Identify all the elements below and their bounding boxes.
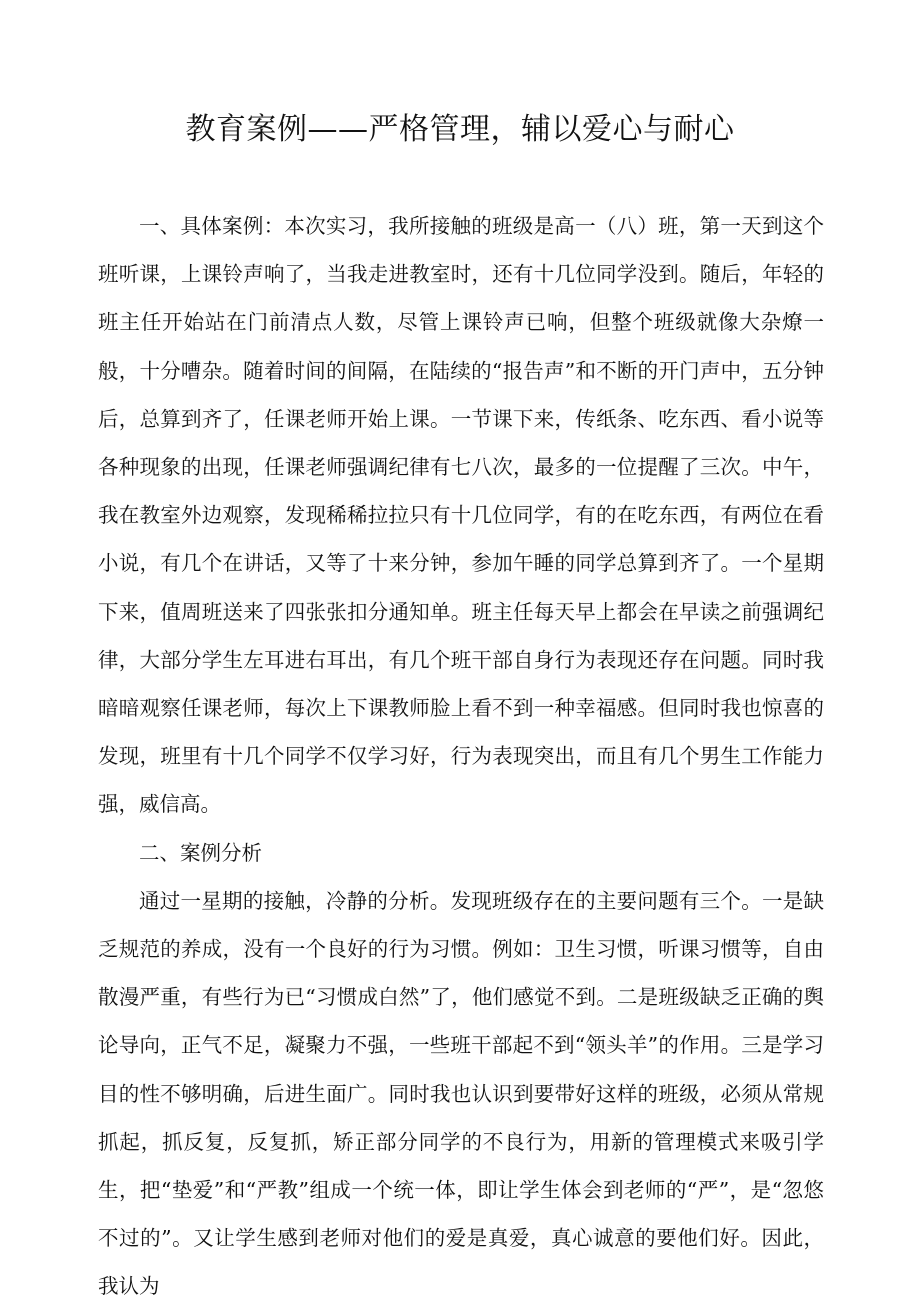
paragraph-case-analysis: 通过一星期的接触，冷静的分析。发现班级存在的主要问题有三个。一是缺乏规范的养成，没有一个良好的行为习惯。例如：卫生习惯，听课习惯等，自由散漫严重，有些行为已“习惯成白然”了，他们感觉不到。二是班级缺乏正确的舆论导向，正气不足，凝聚力不强，一些班干部起不到“领头羊”的作用。三是学习目的性不够明确，后进生面广。同时我也认识到要带好这样的班级，必须从常规抓起，抓反复，反复抓，矫正部分同学的不良行为，用新的管理模式来吸引学生，把“垫爱”和“严教”组成一个统一体，即让学生体会到老师的“严”，是“忽悠不过的”。又让学生感到老师对他们的爱是真爱，真心诚意的要他们好。因此，我认为	[98, 888, 824, 1299]
paragraph-case-description: 一、具体案例：本次实习，我所接触的班级是高一（八）班，第一天到这个班听课，上课铃声响了，当我走进教室时，还有十几位同学没到。随后，年轻的班主任开始站在门前清点人数，尽管上课铃声已响，但整个班级就像大杂燎一般，十分嘈杂。随着时间的间隔，在陆续的“报告声”和不断的开门声中，五分钟后，总算到齐了，任课老师开始上课。一节课下来，传纸条、吃东西、看小说等各种现象的出现，任课老师强调纪律有七八次，最多的一位提醒了三次。中午，我在教室外边观察，发现稀稀拉拉只有十几位同学，有的在吃东西，有两位在看小说，有几个在讲话，又等了十来分钟，参加午睡的同学总算到齐了。一个星期下来，值周班送来了四张张扣分通知单。班主任每天早上都会在早读之前强调纪律，大部分学生左耳进右耳出，有几个班干部自身行为表现还存在问题。同时我暗暗观察任课老师，每次上下课教师脸上看不到一种幸福感。但同时我也惊喜的发现，班里有十几个同学不仅学习好，行为表现突出，而且有几个男生工作能力强，威信高。	[98, 214, 824, 817]
document-title: 教育案例——严格管理，辅以爱心与耐心	[185, 112, 735, 147]
document-body	[98, 202, 824, 1311]
paragraph-analysis-heading: 二、案例分析	[139, 840, 262, 865]
